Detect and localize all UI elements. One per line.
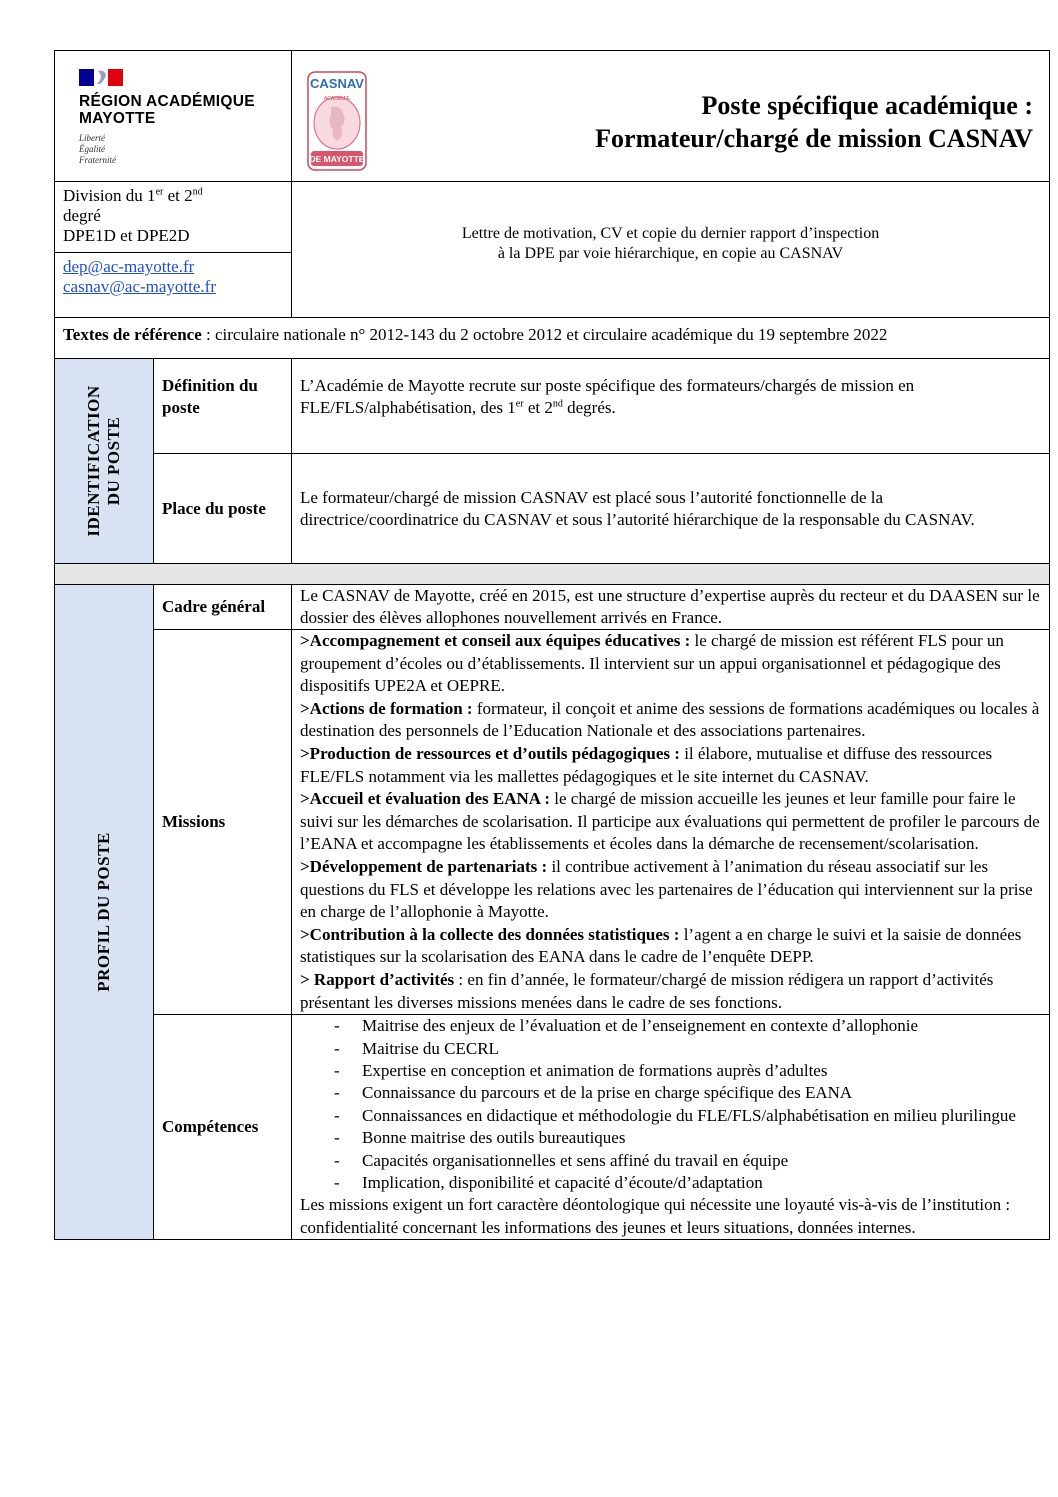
missions-list [292, 630, 1050, 1015]
devise: Liberté Égalité Fraternité [79, 133, 116, 165]
competences-list [292, 1015, 1050, 1240]
competence-item: - Implication, disponibilité et capacité d’écoute/d’adaptation [300, 1172, 1041, 1194]
division-line3: DPE1D et DPE2D [63, 226, 190, 245]
place-text: Le formateur/chargé de mission CASNAV est placé sous l’autorité fonctionnelle de la directrice/coordinatrice du CASNAV et sous l’autorité hiérarchique de la responsable du CASNAV. [292, 454, 1050, 564]
header [55, 51, 1050, 182]
mission-item: >Accueil et évaluation des EANA : le chargé de mission accueille les jeunes et leur famille pour faire le suivi sur les démarches de scolarisation. Il participe aux évaluations qui permettent de profiler le parcours de l’EANA et accompagne les établissements et écoles dans la démarche de recensement/scolarisation. [300, 789, 1040, 854]
competences-label: Compétences [154, 1015, 292, 1240]
svg-text:DE MAYOTTE: DE MAYOTTE [309, 154, 365, 164]
profil-label: PROFIL DU POSTE [94, 832, 113, 992]
page-title: Poste spécifique académique : Formateur/chargé de mission CASNAV [595, 91, 1034, 153]
division-line2: degré [63, 206, 101, 225]
division-cell [55, 182, 292, 318]
fiche-de-poste [54, 50, 1049, 1240]
mission-item: >Développement de partenariats : il contribue activement à l’animation du réseau associatif sur les questions du FLS et développe les relations avec les partenaires de l’éducation qui interviennent sur la prise en charge de l’allophonie à Mayotte. [300, 856, 1033, 922]
mission-item: >Production de ressources et d’outils pédagogiques : il élabore, mutualise et diffuse des ressources FLE/FLS notamment via les mallettes pédagogiques et le site internet du CASNAV. [300, 743, 993, 786]
mission-item: >Actions de formation : formateur, il conçoit et anime des sessions de formations académiques ou locales à destination des personnels de l’Education Nationale et des associations partenaires. [300, 698, 1040, 741]
definition-label: Définition du poste [154, 359, 292, 454]
email-casnav-link[interactable]: casnav@ac-mayotte.fr [63, 277, 216, 296]
competences-note: Les missions exigent un fort caractère déontologique qui nécessite une loyauté vis-à-vis de l’institution : confidentialité concernant les informations des jeunes et leurs situations, données internes. [300, 1195, 1011, 1237]
competence-item: - Bonne maitrise des outils bureautiques [300, 1127, 1041, 1149]
competence-item: - Maitrise du CECRL [300, 1038, 1041, 1060]
missions-label: Missions [154, 630, 292, 1015]
cadre-text: Le CASNAV de Mayotte, créé en 2015, est une structure d’expertise auprès du recteur et du DAASEN sur le dossier des élèves allophones nouvellement arrivés en France. [292, 585, 1050, 630]
cadre-label: Cadre général [154, 585, 292, 630]
competence-item: - Maitrise des enjeux de l’évaluation et de l’enseignement en contexte d’allophonie [300, 1015, 1041, 1037]
competence-item: - Connaissance du parcours et de la prise en charge spécifique des EANA [300, 1082, 1041, 1104]
candidature-cell: Lettre de motivation, CV et copie du dernier rapport d’inspection à la DPE par voie hiérarchique, en copie au CASNAV [292, 182, 1050, 318]
competence-item: - Capacités organisationnelles et sens affiné du travail en équipe [300, 1150, 1041, 1172]
svg-text:CASNAV: CASNAV [310, 76, 364, 91]
place-label: Place du poste [154, 454, 292, 564]
reference-texts [55, 318, 1050, 359]
fiche-table [54, 50, 1050, 1240]
mission-item: >Contribution à la collecte des données statistiques : l’agent a en charge le suivi et la saisie de données statistiques sur la scolarisation des EANA dans le cadre de l’enquête DEPP. [300, 924, 1022, 967]
svg-text:ACADÉMIE: ACADÉMIE [323, 96, 351, 102]
profil-side [55, 585, 154, 1240]
casnav-logo-icon [307, 71, 367, 171]
division-line1: Division du 1er et 2nd [63, 186, 203, 205]
mission-item: >Accompagnement et conseil aux équipes éducatives : le chargé de mission est référent FLS pour un groupement d’écoles ou d’établissements. Il intervient sur un appui organisationnel et pédagogique des dispositifs UPE2A et OEPRE. [300, 631, 1004, 696]
identification-side [55, 359, 154, 564]
marianne-logo-icon [79, 69, 123, 86]
email-dep-link[interactable]: dep@ac-mayotte.fr [63, 257, 195, 276]
competence-item: - Connaissances en didactique et méthodologie du FLE/FLS/alphabétisation en milieu plurilingue [300, 1105, 1041, 1127]
separator [55, 564, 1050, 585]
region-name: RÉGION ACADÉMIQUE MAYOTTE [79, 93, 255, 127]
reference-label: Textes de référence [63, 325, 202, 344]
definition-text: L’Académie de Mayotte recrute sur poste spécifique des formateurs/chargés de mission en FLE/FLS/alphabétisation, des 1er et 2nd degrés. [292, 359, 1050, 454]
identification-label: IDENTIFICATION DU POSTE [84, 385, 123, 537]
competence-item: - Expertise en conception et animation de formations auprès d’adultes [300, 1060, 1041, 1082]
mission-item: > Rapport d’activités : en fin d’année, le formateur/chargé de mission rédigera un rapport d’activités présentant les diverses missions menées dans le cadre de ses fonctions. [300, 969, 994, 1012]
reference-text: : circulaire nationale n° 2012-143 du 2 octobre 2012 et circulaire académique du 19 septembre 2022 [201, 325, 888, 344]
